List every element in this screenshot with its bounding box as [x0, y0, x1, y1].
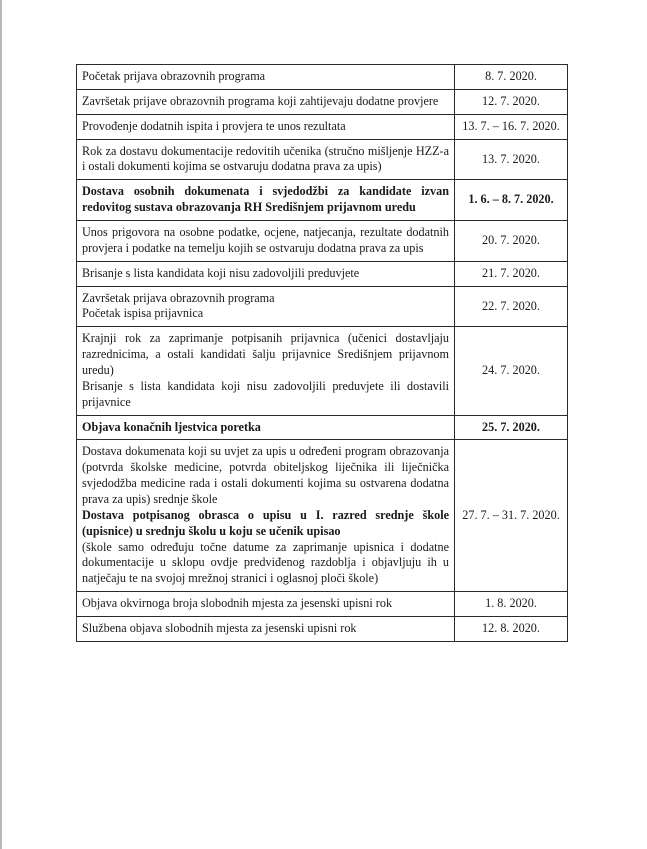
date-cell: 24. 7. 2020. — [455, 327, 568, 415]
activity-text: Objava konačnih ljestvica poretka — [82, 419, 261, 434]
schedule-row — [77, 65, 568, 90]
schedule-row — [77, 415, 568, 440]
activity-text: Objava okvirnoga broja slobodnih mjesta za jesenski upisni rok — [82, 596, 393, 611]
schedule-row — [77, 286, 568, 327]
activity-cell — [77, 617, 455, 642]
date-cell: 21. 7. 2020. — [455, 261, 568, 286]
activity-text: Krajnji rok za zaprimanje potpisanih prijavnica (učenici dostavljaju razrednicima, a ostali kandidati šalju prijavnice Središnjem prijavnom uredu) — [82, 331, 449, 378]
activity-cell — [77, 327, 455, 415]
activity-text: Završetak prijave obrazovnih programa koji zahtijevaju dodatne provjere — [82, 93, 439, 108]
activity-text: Brisanje s lista kandidata koji nisu zadovoljili preduvjete ili dostavili prijavnice — [82, 378, 449, 409]
date-cell: 1. 8. 2020. — [455, 592, 568, 617]
activity-text: Dostava osobnih dokumenata i svjedodžbi za kandidate izvan redovitog sustava obrazovanja RH Središnjem prijavnom uredu — [82, 184, 449, 215]
enrollment-schedule-table — [76, 64, 568, 642]
activity-cell — [77, 114, 455, 139]
activity-cell — [77, 221, 455, 262]
schedule-row — [77, 617, 568, 642]
activity-cell — [77, 139, 455, 180]
schedule-row — [77, 440, 568, 592]
activity-cell — [77, 286, 455, 327]
schedule-row — [77, 180, 568, 221]
activity-cell — [77, 440, 455, 592]
activity-cell — [77, 180, 455, 221]
schedule-row — [77, 221, 568, 262]
scan-edge — [0, 0, 2, 849]
activity-text: Rok za dostavu dokumentacije redovitih učenika (stručno mišljenje HZZ-a i ostali dokumenti kojima se ostvaruju dodatna prava za upis) — [82, 143, 449, 174]
schedule-row — [77, 114, 568, 139]
activity-text: Unos prigovora na osobne podatke, ocjene, natjecanja, rezultate dodatnih provjera i podatke na temelju kojih se ostvaruju dodatna prava za upis — [82, 225, 449, 255]
date-cell: 27. 7. – 31. 7. 2020. — [455, 440, 568, 592]
date-cell: 1. 6. – 8. 7. 2020. — [455, 180, 568, 221]
activity-cell — [77, 592, 455, 617]
activity-text: Provođenje dodatnih ispita i provjera te unos rezultata — [82, 118, 346, 133]
activity-cell — [77, 89, 455, 114]
activity-text: Dostava potpisanog obrasca o upisu u I. razred srednje škole (upisnice) u srednju školu u koju se učenik upisao — [82, 507, 449, 538]
activity-text: Početak prijava obrazovnih programa — [82, 69, 266, 83]
schedule-table-body — [77, 65, 568, 642]
activity-text: (škole samo određuju točne datume za zaprimanje upisnica i dodatne dokumentacije u sklopu ovdje predviđenog razdoblja i objavljuju ih u natječaju te na svojoj mrežnoj stranici i oglasnoj ploči škole) — [82, 539, 449, 586]
date-cell: 25. 7. 2020. — [455, 415, 568, 440]
date-cell: 20. 7. 2020. — [455, 221, 568, 262]
activity-text: Početak ispisa prijavnica — [82, 306, 204, 321]
activity-text: Završetak prijava obrazovnih programa — [82, 290, 275, 305]
schedule-row — [77, 89, 568, 114]
date-cell: 12. 7. 2020. — [455, 89, 568, 114]
activity-text: Dostava dokumenata koji su uvjet za upis u određeni program obrazovanja (potvrda školske medicine, potvrda obiteljskog liječnika ili liječnička svjedodžba medicine rada i ostali dokumenti kojima su ostvarena dodatna prava za upis) srednje škole — [82, 444, 449, 507]
activity-text: Brisanje s lista kandidata koji nisu zadovoljili preduvjete — [82, 265, 360, 280]
schedule-row — [77, 327, 568, 415]
schedule-row — [77, 592, 568, 617]
date-cell: 8. 7. 2020. — [455, 65, 568, 90]
activity-cell — [77, 261, 455, 286]
activity-cell — [77, 65, 455, 90]
date-cell: 22. 7. 2020. — [455, 286, 568, 327]
date-cell: 13. 7. – 16. 7. 2020. — [455, 114, 568, 139]
date-cell: 13. 7. 2020. — [455, 139, 568, 180]
activity-text: Službena objava slobodnih mjesta za jesenski upisni rok — [82, 621, 357, 636]
schedule-row — [77, 139, 568, 180]
activity-cell — [77, 415, 455, 440]
date-cell: 12. 8. 2020. — [455, 617, 568, 642]
schedule-row — [77, 261, 568, 286]
